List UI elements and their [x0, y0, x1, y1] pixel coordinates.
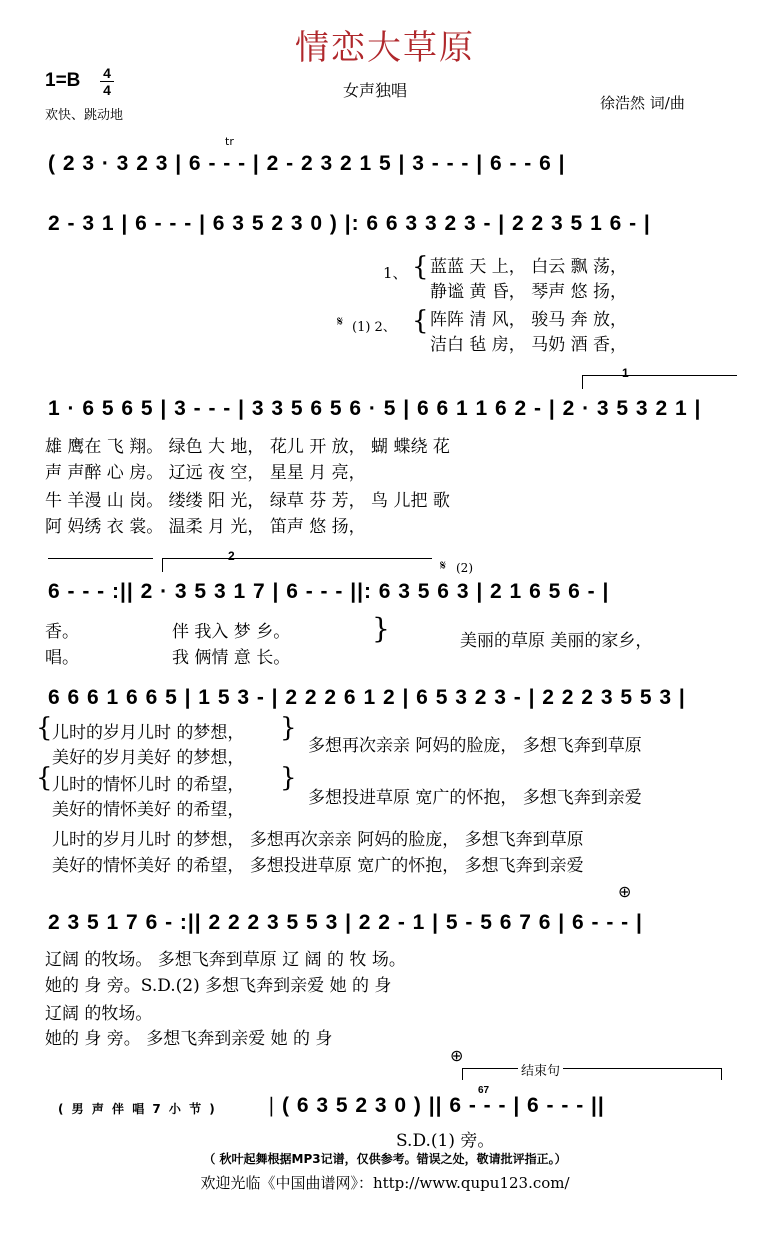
lyric-line: 美好的岁月美好 的梦想， — [52, 748, 245, 768]
lyric-line: 唱。 — [45, 648, 79, 668]
brace-3: { — [36, 713, 53, 743]
brace-close: } — [280, 763, 297, 793]
lyric-line: 儿时的情怀儿时 的希望， — [52, 775, 245, 795]
grace-notes: 67 — [478, 1085, 490, 1096]
segno-label: (2) — [456, 561, 473, 575]
lyric-line: 声 声醉 心 房。 辽远 夜 空， 星星 月 亮， — [45, 463, 366, 483]
brace-2: { — [412, 306, 429, 336]
lyric-line: 静谧 黄 昏， 琴声 悠 扬， — [430, 282, 628, 302]
coda-bracket-line — [462, 1068, 722, 1069]
key-signature: 1=B — [45, 70, 81, 91]
coda-bracket-tick — [721, 1068, 722, 1080]
lyric-line: 儿时的岁月儿时 的梦想， — [52, 723, 245, 743]
score-row-1: ( 2 3 · 3 2 3 | 6 - - - | 2 - 2 3 2 1 5 | 3 - - - | 6 - - 6 | — [48, 152, 566, 175]
score-row-2: 2 - 3 1 | 6 - - - | 6 3 5 2 3 0 ) |: 6 6 3 3 2 3 - | 2 2 3 5 1 6 - | — [48, 212, 651, 235]
lyric-line: 蓝蓝 天 上， 白云 飘 荡， — [430, 257, 628, 277]
score-row-7: ( 6 3 5 2 3 0 ) || 6 - - - | 6 - - - || — [282, 1094, 605, 1117]
brace-4: { — [36, 763, 53, 793]
lyric-line: 多想再次亲亲 阿妈的脸庞， 多想飞奔到草原 — [308, 736, 642, 756]
lyric-line: 美好的情怀美好 的希望， 多想投进草原 宽广的怀抱， 多想飞奔到亲爱 — [52, 856, 584, 876]
performance-type: 女声独唱 — [343, 81, 408, 100]
trill-icon: tr — [225, 135, 234, 148]
lyric-line: 雄 鹰在 飞 翔。 绿色 大 地， 花儿 开 放， 蝴 蝶绕 花 — [45, 437, 450, 457]
lyric-line: 儿时的岁月儿时 的梦想， 多想再次亲亲 阿妈的脸庞， 多想飞奔到草原 — [52, 830, 584, 850]
brace-1: { — [412, 252, 429, 282]
brace-close: } — [280, 713, 297, 743]
lyric-line: 辽阔 的牧场。 多想飞奔到草原 辽 阔 的 牧 场。 — [45, 950, 406, 970]
coda-icon: ⊕ — [450, 1046, 464, 1065]
lyric-line: 香。 — [45, 622, 79, 642]
coda-label: 结束句 — [518, 1060, 563, 1079]
barline: | — [268, 1093, 275, 1117]
song-title: 情恋大草原 — [295, 28, 475, 68]
segno-icon: 𝄋 — [337, 314, 344, 330]
tempo-marking: 欢快、跳动地 — [45, 108, 124, 123]
lyric-line: 阿 妈绣 衣 裳。 温柔 月 光， 笛声 悠 扬， — [45, 517, 366, 537]
lyric-line: 她的 身 旁。 多想飞奔到亲爱 她 的 身 — [45, 1029, 333, 1049]
lyric-line: 牛 羊漫 山 岗。 缕缕 阳 光， 绿草 芬 芳， 鸟 儿把 歌 — [45, 491, 450, 511]
volta-2-line — [162, 558, 432, 559]
score-row-3: 1 · 6 5 6 5 | 3 - - - | 3 3 5 6 5 6 · 5 | 6 6 1 1 6 2 - | 2 · 3 5 3 2 1 | — [48, 397, 702, 420]
composer-credit: 徐浩然 词/曲 — [600, 94, 685, 112]
score-row-4: 6 - - - :|| 2 · 3 5 3 1 7 | 6 - - - ||: 6 3 5 6 3 | 2 1 6 5 6 - | — [48, 580, 610, 603]
score-row-6: 2 3 5 1 7 6 - :|| 2 2 2 3 5 5 3 | 2 2 - 1 | 5 - 5 6 7 6 | 6 - - - | — [48, 911, 643, 934]
time-signature: 4 4 — [100, 66, 114, 97]
volta-1-end-line — [48, 558, 153, 559]
lyric-line: 她的 身 旁。S.D.(2) 多想飞奔到亲爱 她 的 身 — [45, 976, 392, 996]
lyric-line: 伴 我入 梦 乡。 — [172, 622, 291, 642]
lyric-line: 阵阵 清 风， 骏马 奔 放， — [430, 310, 628, 330]
lyric-line: S.D.(1) 旁。 — [396, 1131, 495, 1151]
volta-2-tick — [162, 558, 163, 572]
verse-label-1: 1、 — [383, 264, 408, 282]
site-credit: 欢迎光临《中国曲谱网》：http://www.qupu123.com/ — [200, 1174, 570, 1192]
lyric-line: 多想投进草原 宽广的怀抱， 多想飞奔到亲爱 — [308, 788, 642, 808]
segno-icon: 𝄋 — [440, 558, 447, 574]
coda-bracket-tick — [462, 1068, 463, 1080]
lyric-line: 辽阔 的牧场。 — [45, 1004, 153, 1024]
volta-2-label: 2 — [228, 549, 235, 563]
coda-icon: ⊕ — [618, 882, 632, 901]
score-row-5: 6 6 6 1 6 6 5 | 1 5 3 - | 2 2 2 6 1 2 | 6 5 3 2 3 - | 2 2 2 3 5 5 3 | — [48, 686, 686, 709]
lyric-line: 洁白 毡 房， 马奶 酒 香， — [430, 335, 628, 355]
lyric-line: 美好的情怀美好 的希望， — [52, 800, 245, 820]
volta-1-tick — [582, 375, 583, 389]
brace-close: } — [372, 612, 390, 645]
transcription-note: （ 秋叶起舞根据MP3记谱，仅供参考。错误之处，敬请批评指正。） — [203, 1152, 567, 1166]
lyric-line: 我 俩情 意 长。 — [172, 648, 291, 668]
volta-1-line — [582, 375, 737, 376]
volta-1-label: 1 — [622, 366, 629, 380]
lyric-line: 美丽的草原 美丽的家乡， — [460, 631, 653, 651]
verse-label-2: (1) 2、 — [352, 320, 396, 335]
intro-note: ( 男 声 伴 唱 7 小 节 ) — [58, 1102, 217, 1116]
